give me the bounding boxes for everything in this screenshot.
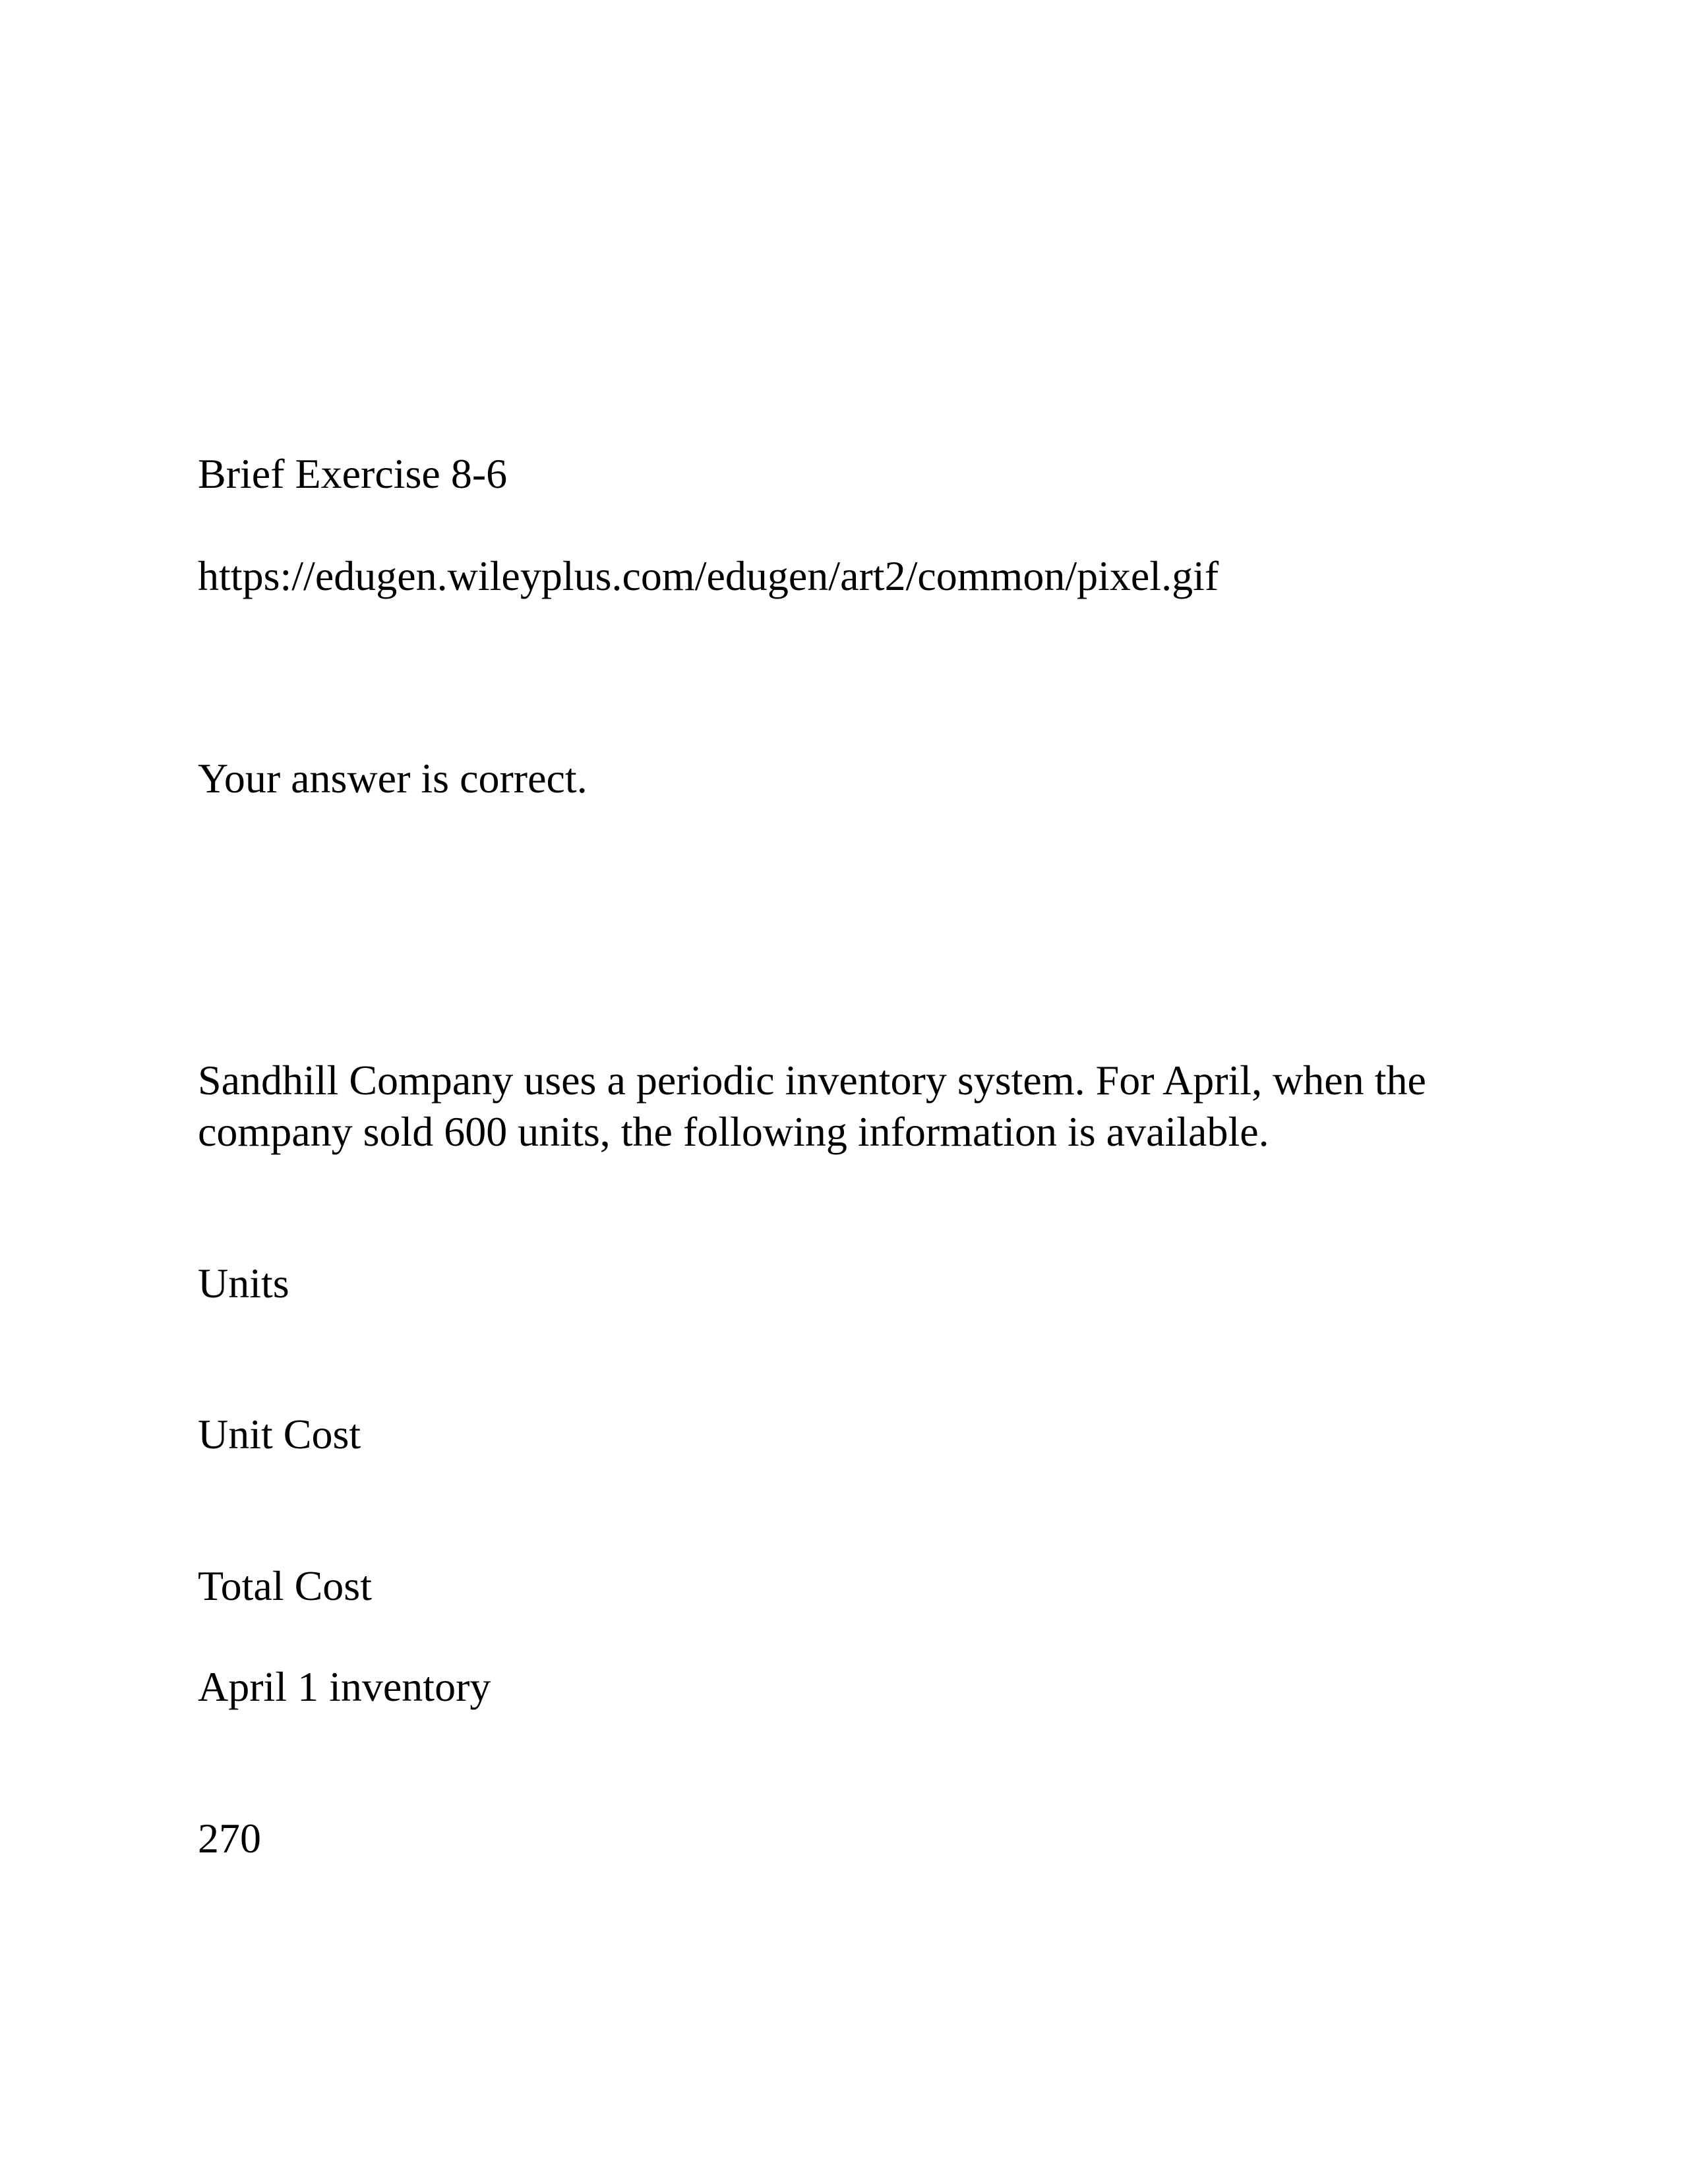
exercise-title: Brief Exercise 8-6 [198, 450, 508, 497]
problem-description: Sandhill Company uses a periodic inventory system. For April, when the company sold 600 units, the following information is available. [198, 1057, 1426, 1155]
table-cell-units: 270 [198, 1815, 261, 1862]
table-header-total-cost: Total Cost [198, 1562, 372, 1609]
table-header-units: Units [198, 1260, 289, 1307]
image-url-text: https://edugen.wileyplus.com/edugen/art2/common/pixel.gif [198, 552, 1219, 599]
answer-status-message: Your answer is correct. [198, 755, 588, 802]
table-header-unit-cost: Unit Cost [198, 1411, 361, 1458]
table-row-label: April 1 inventory [198, 1663, 491, 1710]
